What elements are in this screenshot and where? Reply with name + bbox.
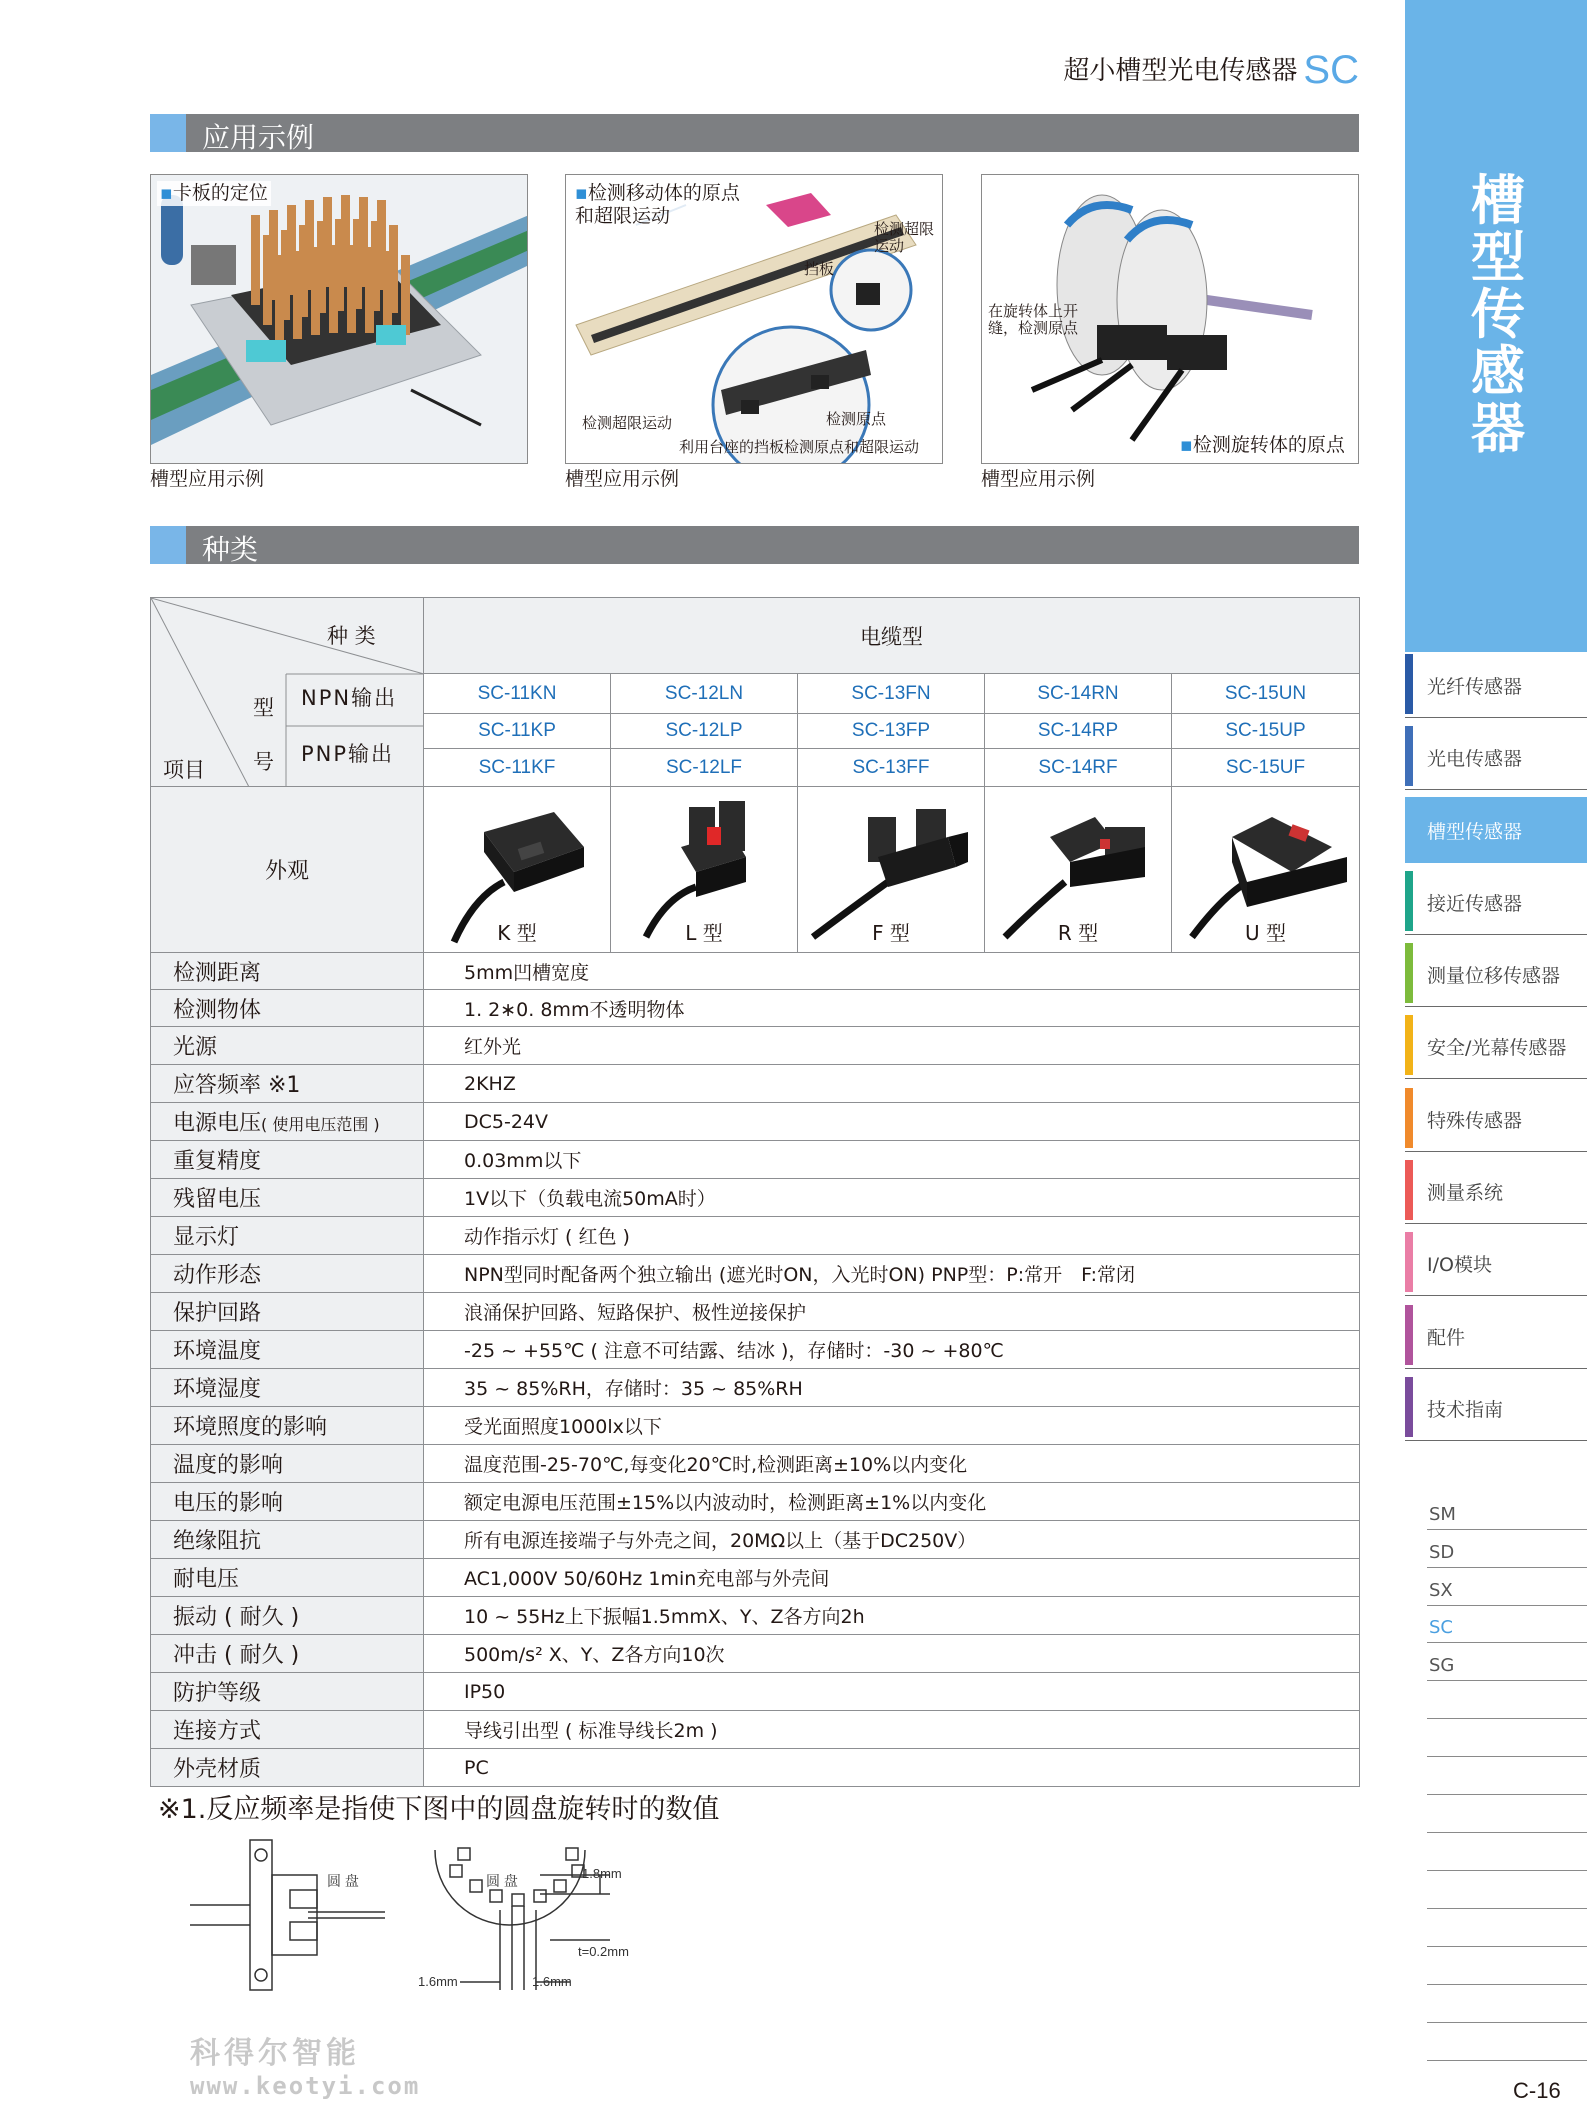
spec-label: 耐电压 [151, 1559, 424, 1597]
model-pnp-uf: SC-15UF [1172, 749, 1360, 787]
spec-label: 光源 [151, 1027, 424, 1065]
spec-value: AC1,000V 50/60Hz 1min充电部与外壳间 [424, 1559, 1360, 1597]
sensor-image-r [985, 787, 1172, 953]
nav-item-proximity[interactable]: 接近传感器 [1405, 869, 1587, 935]
series-link-blank [1427, 1909, 1587, 1947]
model-pnp-up: SC-15UP [1172, 714, 1360, 749]
watermark-brand: 科得尔智能 [190, 2036, 360, 2071]
spec-label: 温度的影响 [151, 1445, 424, 1483]
page-number: C-16 [1513, 2078, 1561, 2103]
spec-label: 动作形态 [151, 1255, 424, 1293]
corner-item: 项目 [163, 758, 205, 782]
photo-2-label-origin: 检测原点 [826, 410, 887, 428]
series-link-blank [1427, 1719, 1587, 1757]
table-corner-cell [151, 598, 424, 787]
series-link-blank [1427, 2023, 1587, 2061]
application-photo-2 [565, 174, 943, 464]
spec-value: 温度范围-25-70℃,每变化20℃时,检测距离±10%以内变化 [424, 1445, 1360, 1483]
page-title: 超小槽型光电传感器 SC [1063, 48, 1359, 92]
diagram-disc-label-side: 圆 盘 [327, 1873, 359, 1889]
spec-label: 振动 ( 耐久 ) [151, 1597, 424, 1635]
model-pnp-kp: SC-11KP [424, 714, 611, 749]
spec-value: -25 ~ +55℃ ( 注意不可结露、结冰 )，存储时：-30 ~ +80℃ [424, 1331, 1360, 1369]
sensor-shape-r: R 型 [1057, 921, 1099, 945]
model-pnp-lf: SC-12LF [611, 749, 798, 787]
sensor-image-f [798, 787, 985, 953]
sensor-image-u [1172, 787, 1360, 953]
section-bar-application [150, 114, 1359, 152]
application-photo-1 [150, 174, 528, 464]
appearance-label: 外观 [151, 787, 424, 953]
spec-label: 连接方式 [151, 1711, 424, 1749]
model-npn-l: SC-12LN [611, 674, 798, 714]
model-pnp-fp: SC-13FP [798, 714, 985, 749]
series-link-blank [1427, 1795, 1587, 1833]
sensor-shape-u: U 型 [1245, 921, 1286, 945]
dim-1-6mm-right: 1.6mm [532, 1974, 572, 1989]
nav-item-displacement[interactable]: 测量位移传感器 [1405, 941, 1587, 1007]
spec-value: 所有电源连接端子与外壳之间，20MΩ以上（基于DC250V） [424, 1521, 1360, 1559]
spec-label: 应答频率 ※1 [151, 1065, 424, 1103]
model-pnp-ff: SC-13FF [798, 749, 985, 787]
spec-value: 2KHZ [424, 1065, 1360, 1103]
spec-value: 额定电源电压范围±15%以内波动时，检测距离±1%以内变化 [424, 1483, 1360, 1521]
spec-label: 检测距离 [151, 953, 424, 990]
spec-label: 重复精度 [151, 1141, 424, 1179]
nav-item-io[interactable]: I/O模块 [1405, 1230, 1587, 1296]
spec-value: 1. 2∗0. 8mm不透明物体 [424, 990, 1360, 1027]
photo-2-label-limit-top: 检测超限 运动 [874, 220, 935, 255]
section-title-application: 应用示例 [202, 121, 315, 154]
series-link-blank [1427, 1681, 1587, 1719]
npn-output-label: NPN输出 [301, 686, 398, 710]
spec-value: PC [424, 1749, 1360, 1787]
dim-1-8mm: 1.8mm [582, 1866, 622, 1881]
nav-item-special[interactable]: 特殊传感器 [1405, 1086, 1587, 1152]
spec-label: 环境照度的影响 [151, 1407, 424, 1445]
series-link-sm[interactable]: SM [1427, 1492, 1587, 1530]
series-link-blank [1427, 1871, 1587, 1909]
spec-value: IP50 [424, 1673, 1360, 1711]
spec-value: DC5-24V [424, 1103, 1360, 1141]
corner-kind: 种 类 [327, 624, 376, 648]
spec-value: 0.03mm以下 [424, 1141, 1360, 1179]
spec-label: 保护回路 [151, 1293, 424, 1331]
watermark [190, 2028, 420, 2100]
series-link-sd[interactable]: SD [1427, 1530, 1587, 1568]
spec-label-sub: ( 使用电压范围 ) [261, 1115, 380, 1134]
spec-value: 受光面照度1000lx以下 [424, 1407, 1360, 1445]
photo-2-label-bottom: 利用台座的挡板检测原点和超限运动 [679, 438, 920, 456]
nav-item-safety[interactable]: 安全/光幕传感器 [1405, 1013, 1587, 1079]
series-link-blank [1427, 1833, 1587, 1871]
photo-2-label-limit: 检测超限运动 [582, 414, 673, 432]
series-link-blank [1427, 1757, 1587, 1795]
model-pnp-rf: SC-14RF [985, 749, 1172, 787]
series-link-blank [1427, 1985, 1587, 2023]
nav-item-fiber[interactable]: 光纤传感器 [1405, 652, 1587, 718]
model-pnp-kf: SC-11KF [424, 749, 611, 787]
spec-table [150, 597, 1360, 1787]
section-bar-types [150, 526, 1359, 564]
photo-3-label-slit: 在旋转体上开 缝，检测原点 [988, 302, 1079, 337]
series-link-sx[interactable]: SX [1427, 1568, 1587, 1606]
corner-type2: 号 [253, 750, 274, 774]
section-title-types: 种类 [202, 533, 259, 566]
model-npn-k: SC-11KN [424, 674, 611, 714]
spec-label: 冲击 ( 耐久 ) [151, 1635, 424, 1673]
spec-value: 35 ~ 85%RH，存储时：35 ~ 85%RH [424, 1369, 1360, 1407]
photo-1-caption: 槽型应用示例 [150, 468, 265, 490]
photo-3-caption: 槽型应用示例 [981, 468, 1096, 490]
nav-item-measurement[interactable]: 测量系统 [1405, 1158, 1587, 1224]
photo-1-tag: ▪卡板的定位 [157, 181, 271, 206]
sensor-shape-f: F 型 [872, 921, 910, 945]
series-link-blank [1427, 1947, 1587, 1985]
photo-3-tag: ▪检测旋转体的原点 [1177, 433, 1348, 458]
spec-value: 红外光 [424, 1027, 1360, 1065]
model-npn-f: SC-13FN [798, 674, 985, 714]
dim-1-6mm-left: 1.6mm [418, 1974, 458, 1989]
spec-value: 浪涌保护回路、短路保护、极性逆接保护 [424, 1293, 1360, 1331]
spec-label: 绝缘阻抗 [151, 1521, 424, 1559]
disc-diagram [190, 1830, 670, 2000]
spec-label: 电源电压( 使用电压范围 ) [151, 1103, 424, 1141]
spec-value: 动作指示灯 ( 红色 ) [424, 1217, 1360, 1255]
sidebar-title: 槽型传感器 [1471, 169, 1525, 460]
nav-item-slot[interactable]: 槽型传感器 [1405, 797, 1587, 863]
spec-value: 1V以下（负载电流50mA时） [424, 1179, 1360, 1217]
model-pnp-rp: SC-14RP [985, 714, 1172, 749]
series-link-sc[interactable]: SC [1427, 1605, 1587, 1643]
nav-item-photoelectric[interactable]: 光电传感器 [1405, 724, 1587, 790]
spec-label: 环境温度 [151, 1331, 424, 1369]
photo-2-caption: 槽型应用示例 [565, 468, 680, 490]
nav-item-guide[interactable]: 技术指南 [1405, 1375, 1587, 1441]
spec-value: 10 ~ 55Hz上下振幅1.5mmX、Y、Z各方向2h [424, 1597, 1360, 1635]
photo-2-tag: ▪检测移动体的原点 和超限运动 [572, 181, 743, 229]
spec-label: 环境湿度 [151, 1369, 424, 1407]
sensor-image-l [611, 787, 798, 953]
photo-2-label-plate: 挡板 [804, 260, 835, 278]
diagram-disc-label-front: 圆 盘 [486, 1873, 518, 1889]
spec-label: 显示灯 [151, 1217, 424, 1255]
series-code: SC [1303, 48, 1359, 92]
spec-label: 残留电压 [151, 1179, 424, 1217]
sensor-shape-k: K 型 [497, 921, 537, 945]
spec-label: 外壳材质 [151, 1749, 424, 1787]
spec-value: 导线引出型 ( 标准导线长2m ) [424, 1711, 1360, 1749]
model-pnp-lp: SC-12LP [611, 714, 798, 749]
sensor-image-k [424, 787, 611, 953]
spec-label: 防护等级 [151, 1673, 424, 1711]
sensor-shape-l: L 型 [685, 921, 723, 945]
model-npn-r: SC-14RN [985, 674, 1172, 714]
footnote: ※1.反应频率是指使下图中的圆盘旋转时的数值 [158, 1794, 720, 1825]
model-npn-u: SC-15UN [1172, 674, 1360, 714]
application-photo-3 [981, 174, 1359, 464]
spec-value: 5mm凹槽宽度 [424, 953, 1360, 990]
pnp-output-label: PNP输出 [301, 742, 395, 766]
spec-value: 500m/s² X、Y、Z各方向10次 [424, 1635, 1360, 1673]
cable-type-header: 电缆型 [424, 598, 1360, 674]
nav-item-accessories[interactable]: 配件 [1405, 1303, 1587, 1369]
spec-label: 电压的影响 [151, 1483, 424, 1521]
dim-thickness: t=0.2mm [578, 1944, 629, 1959]
spec-value: NPN型同时配备两个独立输出 (遮光时ON，入光时ON) PNP型：P:常开 F:常闭 [424, 1255, 1360, 1293]
corner-type1: 型 [253, 696, 274, 720]
spec-label: 检测物体 [151, 990, 424, 1027]
watermark-url: www.keotyi.com [190, 2072, 421, 2100]
series-link-sg[interactable]: SG [1427, 1643, 1587, 1681]
